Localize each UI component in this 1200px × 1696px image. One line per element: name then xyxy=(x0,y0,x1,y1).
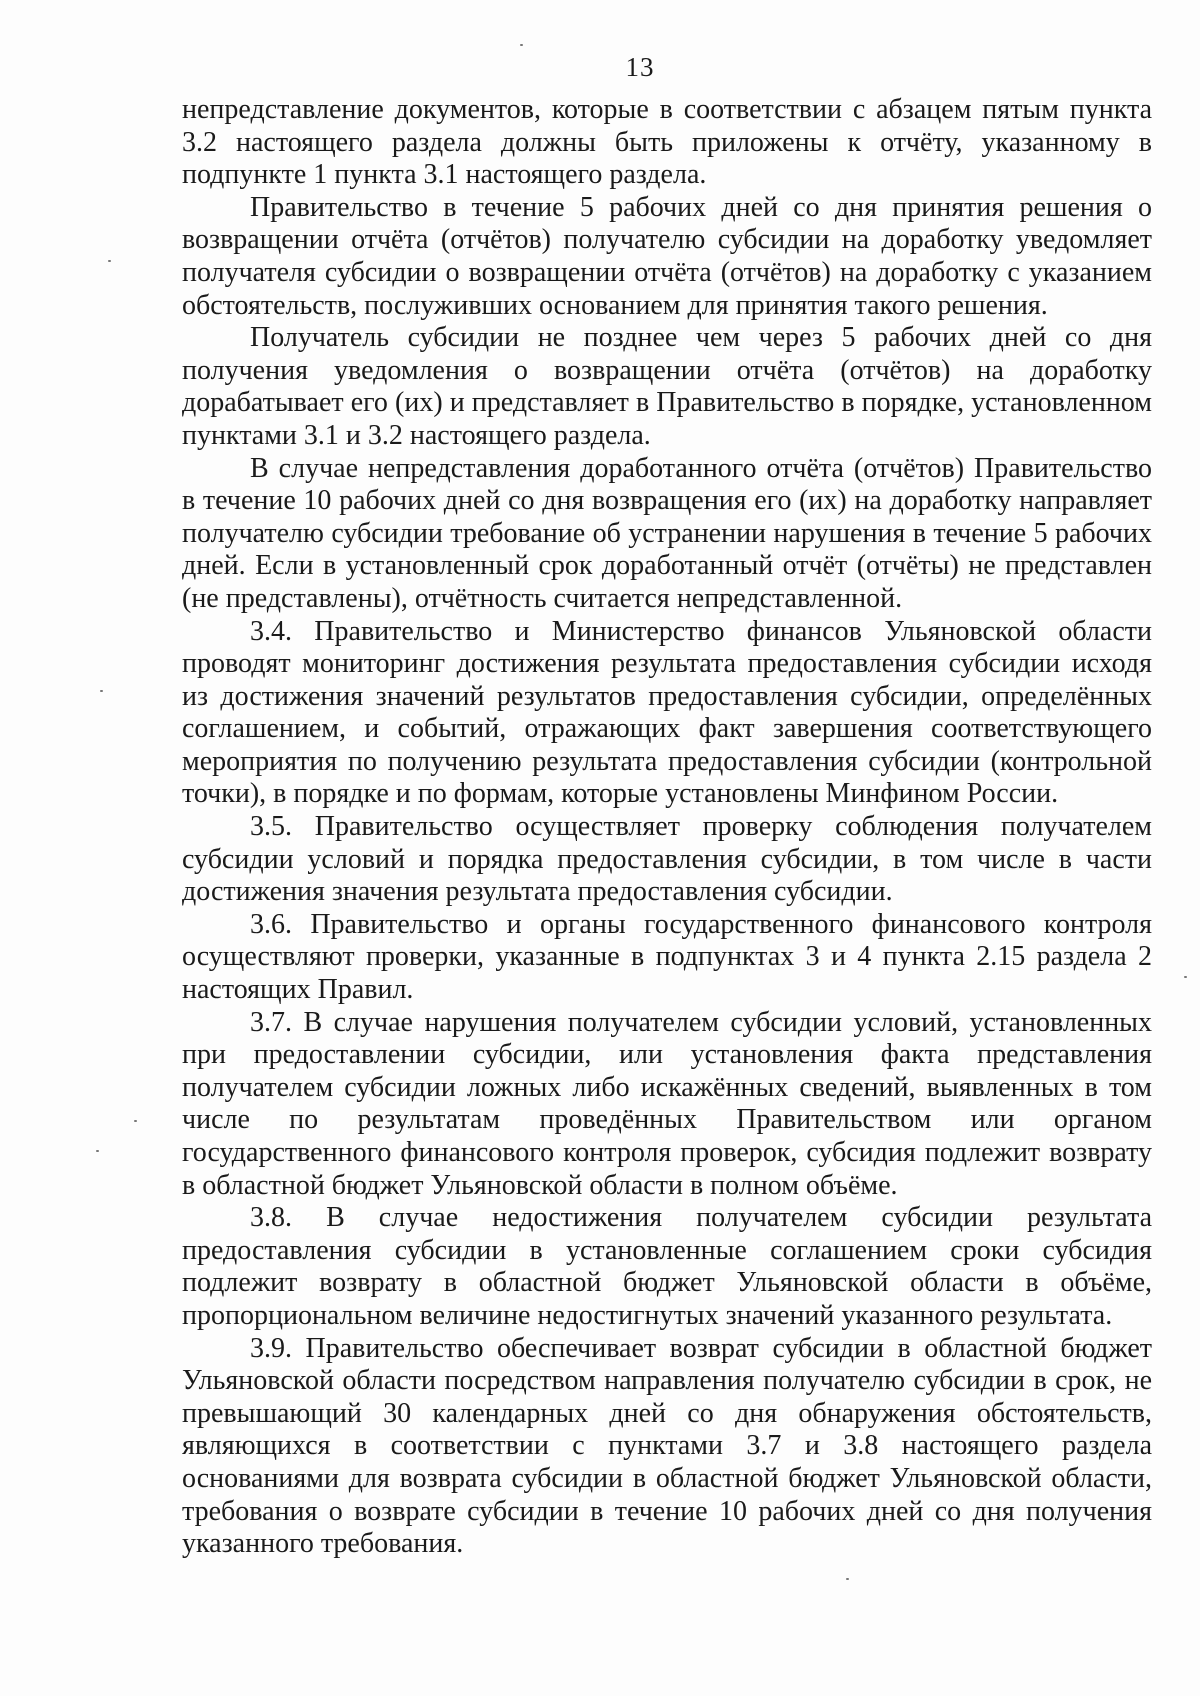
scan-speck xyxy=(846,1578,849,1580)
scan-speck xyxy=(96,1150,99,1152)
paragraph-3-4: 3.4. Правительство и Министерство финансов Ульяновской области проводят мониторинг достижения результата предоставления субсидии исходя из достижения значений результатов предоставления субсидии, определённых соглашением, и событий, отражающих факт завершения соответствующего мероприятия по получению результата предоставления субсидии (контрольной точки), в порядке и по формам, которые установлены Минфином России. xyxy=(182,615,1152,810)
paragraph-3-6: 3.6. Правительство и органы государственного финансового контроля осуществляют проверки, указанные в подпунктах 3 и 4 пункта 2.15 раздела 2 настоящих Правил. xyxy=(182,908,1152,1006)
scan-speck xyxy=(108,260,111,262)
scan-speck xyxy=(100,690,103,692)
page-number: 13 xyxy=(625,52,655,82)
scan-speck xyxy=(134,1120,137,1122)
paragraph-3-7: 3.7. В случае нарушения получателем субсидии условий, установленных при предоставлении субсидии, или установления факта представления получателем субсидии ложных либо искажённых сведений, выявленных в том числе по результатам проведённых Правительством или органом государственного финансового контроля проверок, субсидия подлежит возврату в областной бюджет Ульяновской области в полном объёме. xyxy=(182,1006,1152,1201)
scan-speck xyxy=(520,44,523,46)
paragraph-3-5: 3.5. Правительство осуществляет проверку соблюдения получателем субсидии условий и порядка предоставления субсидии, в том числе в части достижения значения результата предоставления субсидии. xyxy=(182,811,1152,908)
paragraph-rework-deadline: Получатель субсидии не позднее чем через 5 рабочих дней со дня получения уведомления о возвращении отчёта (отчётов) на доработку дорабатывает его (их) и представляет в Правительство в порядке, установленном пунктами 3.1 и 3.2 настоящего раздела. xyxy=(182,322,1152,451)
paragraph-continuation: непредставление документов, которые в соответствии с абзацем пятым пункта 3.2 настоящего раздела должны быть приложены к отчёту, указанному в подпункте 1 пункта 3.1 настоящего раздела. xyxy=(182,94,1152,191)
paragraph-notice-return: Правительство в течение 5 рабочих дней со дня принятия решения о возвращении отчёта (отчётов) получателю субсидии на доработку уведомляет получателя субсидии о возвращении отчёта (отчётов) на доработку с указанием обстоятельств, послуживших основанием для принятия такого решения. xyxy=(182,191,1152,321)
paragraph-3-9: 3.9. Правительство обеспечивает возврат субсидии в областной бюджет Ульяновской области посредством направления получателю субсидии в срок, не превышающий 30 календарных дней со дня обнаружения обстоятельств, являющихся в соответствии с пунктами 3.7 и 3.8 настоящего раздела основаниями для возврата субсидии в областной бюджет Ульяновской области, требования о возврате субсидии в течение 10 рабочих дней со дня получения указанного требования. xyxy=(182,1332,1152,1560)
scan-speck xyxy=(1184,976,1187,978)
document-body xyxy=(182,94,1152,1561)
paragraph-3-8: 3.8. В случае недостижения получателем субсидии результата предоставления субсидии в установленные соглашением сроки субсидия подлежит возврату в областной бюджет Ульяновской области в объёме, пропорциональном величине недостигнутых значений указанного результата. xyxy=(182,1202,1152,1331)
paragraph-non-submission: В случае непредставления доработанного отчёта (отчётов) Правительство в течение 10 рабочих дней со дня возвращения его (их) на доработку направляет получателю субсидии требование об устранении нарушения в течение 5 рабочих дней. Если в установленный срок доработанный отчёт (отчёты) не представлен (не представлены), отчётность считается непредставленной. xyxy=(182,452,1152,614)
